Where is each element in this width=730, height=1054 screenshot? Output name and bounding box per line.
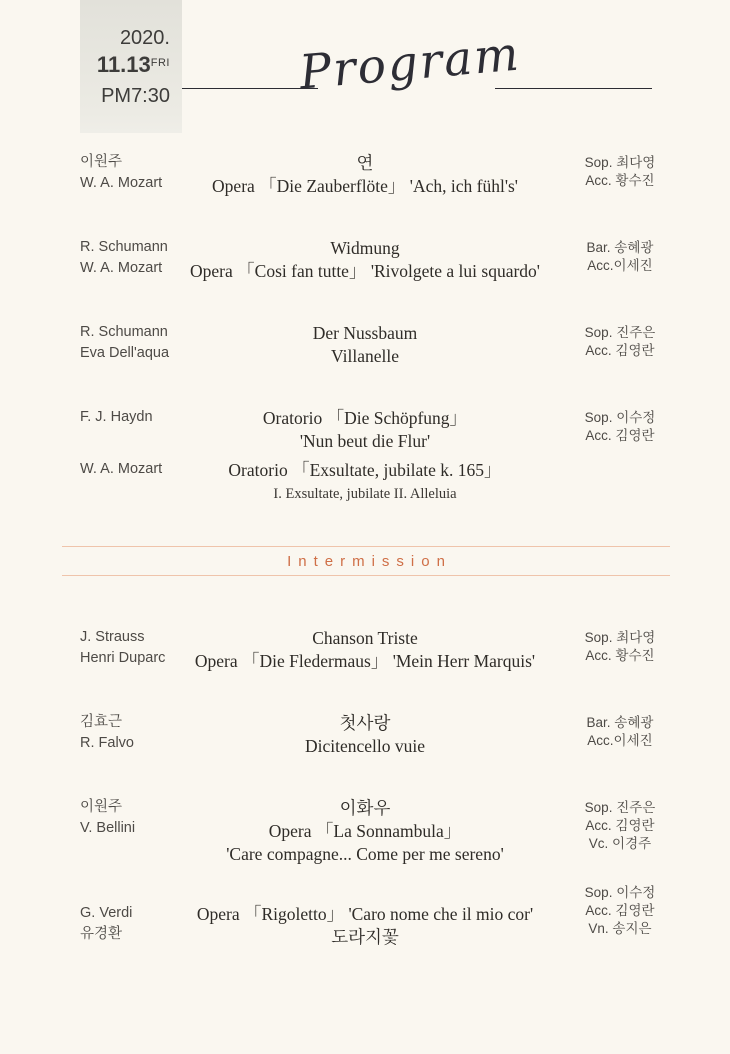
performer-column	[545, 324, 695, 360]
performer-column	[545, 884, 695, 938]
piece-title: 이화우	[339, 798, 391, 818]
performer-credit: Acc. 김영란	[585, 428, 655, 443]
performer-credit: Acc. 김영란	[585, 818, 655, 833]
title-column	[165, 627, 565, 673]
performer-credit: Acc. 김영란	[585, 343, 655, 358]
composer-name: 유경환	[80, 926, 123, 942]
piece-title: Oratorio 「Die Schöpfung」	[262, 408, 468, 428]
title-column	[165, 237, 565, 283]
piece-title: I. Exsultate, jubilate II. Alleluia	[273, 486, 457, 502]
performer-credit: Acc. 김영란	[585, 903, 655, 918]
composer-name: W. A. Mozart	[80, 260, 163, 276]
performer-credit: Sop. 최다영	[584, 155, 656, 170]
composer-name: F. J. Haydn	[80, 409, 153, 425]
program-title: Program	[297, 26, 523, 101]
performer-credit: Bar. 송혜광	[586, 715, 654, 730]
title-column	[165, 903, 565, 949]
piece-title: Opera 「La Sonnambula」	[268, 821, 462, 841]
composer-name: J. Strauss	[80, 629, 145, 645]
composer-name: W. A. Mozart	[80, 175, 163, 191]
piece-title: Villanelle	[331, 346, 399, 366]
performer-column	[545, 629, 695, 665]
title-column	[165, 152, 565, 198]
date-time: PM7:30	[101, 84, 170, 107]
composer-name: 김효근	[80, 714, 123, 730]
performer-credit: Sop. 최다영	[584, 630, 656, 645]
piece-title: Opera 「Die Fledermaus」 'Mein Herr Marquis'	[194, 651, 536, 671]
performer-credit: Sop. 진주은	[584, 800, 656, 815]
title-column	[165, 712, 565, 758]
piece-title: 도라지꽃	[331, 927, 399, 947]
piece-title: 첫사랑	[339, 713, 391, 733]
performer-credit: Acc. 황수진	[585, 648, 655, 663]
performer-credit: Sop. 진주은	[584, 325, 656, 340]
piece-title: Chanson Triste	[312, 628, 418, 648]
performer-credit: Acc.이세진	[587, 733, 653, 748]
piece-title: 연	[356, 153, 374, 173]
performer-column	[545, 409, 695, 445]
performer-column	[545, 239, 695, 275]
title-column	[165, 797, 565, 866]
composer-name: 이원주	[80, 154, 123, 170]
composer-name: Eva Dell'aqua	[80, 345, 170, 361]
performer-column	[545, 714, 695, 750]
piece-title: Der Nussbaum	[312, 323, 418, 343]
composer-name: G. Verdi	[80, 905, 133, 921]
performer-credit: Sop. 이수정	[584, 410, 656, 425]
title-column	[165, 322, 565, 368]
composer-name: Henri Duparc	[80, 650, 166, 666]
piece-title: Opera 「Rigoletto」 'Caro nome che il mio cor'	[196, 904, 534, 924]
piece-title: Dicitencello vuie	[304, 736, 426, 756]
performer-credit: Vn. 송지은	[588, 921, 652, 936]
composer-name: 이원주	[80, 799, 123, 815]
performer-column	[545, 154, 695, 190]
composer-name: V. Bellini	[80, 820, 136, 836]
piece-title: Oratorio 「Exsultate, jubilate k. 165」	[228, 460, 502, 480]
composer-name: R. Schumann	[80, 239, 168, 255]
piece-title: 'Care compagne... Come per me sereno'	[226, 844, 504, 864]
piece-title: Opera 「Die Zauberflöte」 'Ach, ich fühl's'	[212, 176, 518, 196]
performer-credit: Acc. 황수진	[585, 173, 655, 188]
title-column	[165, 459, 565, 504]
composer-name: R. Falvo	[80, 735, 134, 751]
intermission-label: Intermission	[287, 552, 452, 570]
intermission-divider	[62, 546, 670, 576]
piece-title: Opera 「Cosi fan tutte」 'Rivolgete a lui squardo'	[190, 261, 540, 281]
piece-title: 'Nun beut die Flur'	[299, 431, 431, 451]
date-day-number: 11.13	[96, 51, 151, 77]
composer-name: R. Schumann	[80, 324, 168, 340]
performer-credit: Bar. 송혜광	[586, 240, 654, 255]
performer-credit: Vc. 이경주	[588, 836, 652, 851]
piece-title: Widmung	[330, 238, 400, 258]
date-year: 2020.	[119, 26, 170, 49]
performer-column	[545, 799, 695, 853]
title-column	[165, 407, 565, 453]
date-weekday: FRI	[150, 56, 170, 69]
performer-credit: Acc.이세진	[587, 258, 653, 273]
composer-name: W. A. Mozart	[80, 461, 163, 477]
performer-credit: Sop. 이수정	[584, 885, 656, 900]
